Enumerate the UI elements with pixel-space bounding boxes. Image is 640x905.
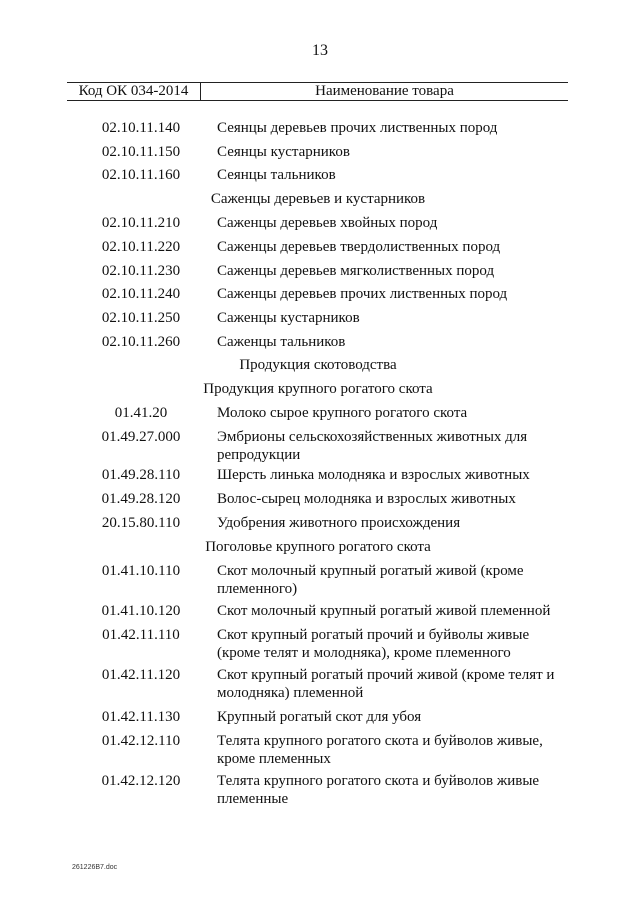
section-heading-text: Поголовье крупного рогатого скота	[205, 539, 431, 555]
document-filename: 261226B7.doc	[72, 864, 118, 871]
row-code: 02.10.11.140	[101, 120, 181, 136]
row-name: Саженцы деревьев хвойных пород	[217, 215, 438, 231]
row-name: Шерсть линька молодняка и взрослых животных	[217, 467, 530, 483]
row-name: Саженцы деревьев мягколиственных пород	[217, 263, 495, 279]
row-code: 01.49.27.000	[101, 429, 181, 445]
header-bottom-rule	[67, 100, 568, 101]
row-code: 01.42.11.110	[102, 627, 180, 643]
row-code: 01.49.28.110	[101, 467, 181, 483]
row-code: 02.10.11.160	[101, 167, 181, 183]
row-code: 02.10.11.210	[101, 215, 181, 231]
row-code: 01.42.12.120	[101, 773, 181, 789]
header-code-label: Код ОК 034-2014	[78, 83, 189, 99]
row-name: Эмбрионы сельскохозяйственных животных для репродукции	[217, 429, 528, 463]
section-heading-text: Продукция крупного рогатого скота	[203, 381, 433, 397]
table-header	[67, 82, 568, 101]
row-name: Саженцы деревьев прочих лиственных пород	[217, 286, 508, 302]
row-code: 01.41.20	[114, 405, 168, 421]
row-code: 01.41.10.110	[101, 563, 181, 579]
row-name: Крупный рогатый скот для убоя	[217, 709, 422, 725]
row-name: Сеянцы деревьев прочих лиственных пород	[217, 120, 498, 136]
row-name: Сеянцы кустарников	[217, 144, 350, 160]
row-code: 01.42.11.130	[101, 709, 181, 725]
row-code: 01.42.11.120	[101, 667, 181, 683]
header-name-label: Наименование товара	[315, 83, 454, 99]
row-code: 02.10.11.150	[101, 144, 181, 160]
row-name: Саженцы кустарников	[217, 310, 360, 326]
row-name: Волос-сырец молодняка и взрослых животных	[217, 491, 516, 507]
section-heading-text: Саженцы деревьев и кустарников	[210, 191, 426, 207]
row-code: 20.15.80.110	[101, 515, 181, 531]
row-name: Сеянцы тальников	[217, 167, 336, 183]
row-name: Скот молочный крупный рогатый живой племенной	[217, 603, 551, 619]
row-name: Телята крупного рогатого скота и буйволов живые племенные	[217, 773, 540, 807]
row-name: Скот молочный крупный рогатый живой (кроме племенного)	[217, 563, 524, 597]
row-name: Скот крупный рогатый прочий и буйволы живые (кроме телят и молодняка), кроме племенного	[217, 627, 530, 661]
section-heading-text: Продукция скотоводства	[239, 357, 397, 373]
row-code: 02.10.11.260	[101, 334, 181, 350]
row-code: 01.42.12.110	[101, 733, 181, 749]
row-name: Молоко сырое крупного рогатого скота	[217, 405, 468, 421]
row-code: 02.10.11.240	[101, 286, 181, 302]
row-code: 02.10.11.230	[101, 263, 181, 279]
row-code: 02.10.11.220	[101, 239, 181, 255]
row-name: Скот крупный рогатый прочий живой (кроме телят и молодняка) племенной	[217, 667, 555, 701]
page-number: 13	[312, 42, 328, 59]
row-name: Удобрения животного происхождения	[217, 515, 461, 531]
row-name: Телята крупного рогатого скота и буйволов живые, кроме племенных	[217, 733, 543, 767]
row-code: 01.49.28.120	[101, 491, 181, 507]
row-name: Саженцы тальников	[217, 334, 346, 350]
row-name: Саженцы деревьев твердолиственных пород	[217, 239, 501, 255]
row-code: 01.41.10.120	[101, 603, 181, 619]
row-code: 02.10.11.250	[101, 310, 181, 326]
